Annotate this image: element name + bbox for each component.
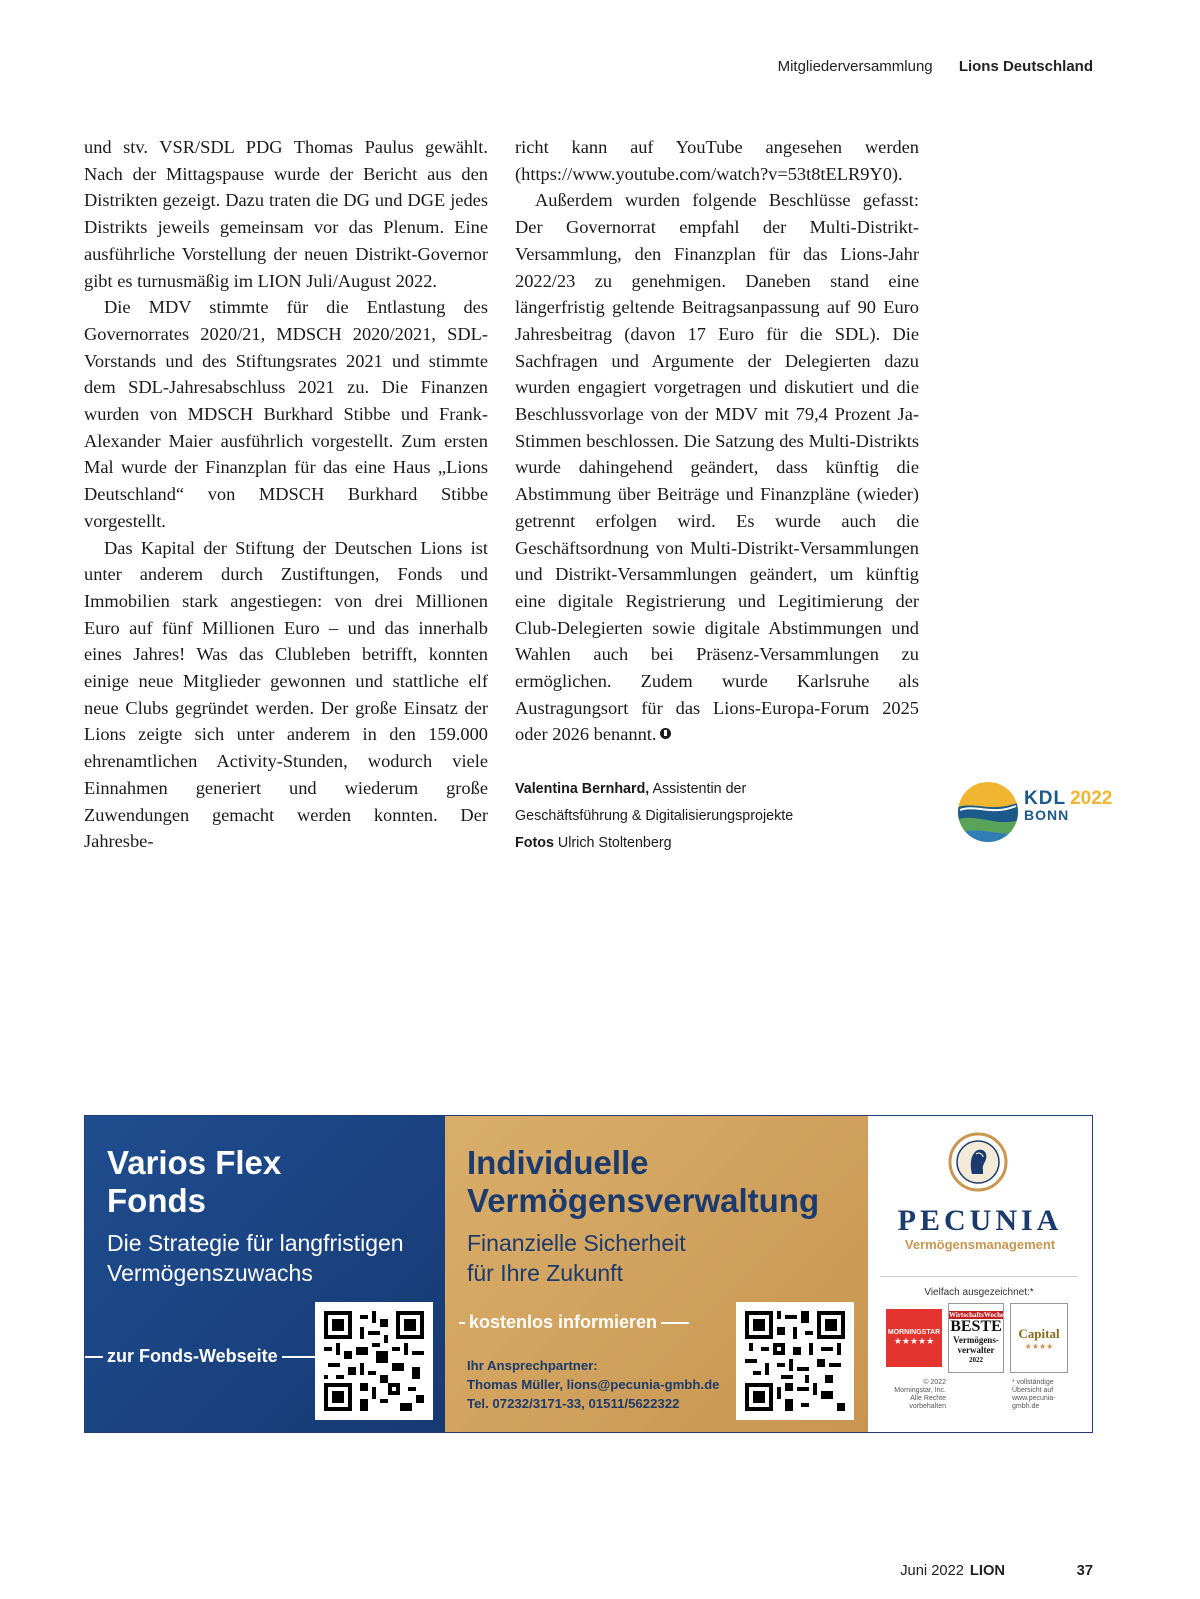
service-title-line: Individuelle bbox=[467, 1144, 649, 1181]
wiwo-line: Vermögens- bbox=[953, 1335, 999, 1345]
dash-decoration bbox=[85, 1356, 103, 1358]
fund-subtitle-line: Die Strategie für langfristigen bbox=[107, 1230, 404, 1256]
running-header bbox=[778, 58, 1093, 75]
service-subtitle-line: Finanzielle Sicherheit bbox=[467, 1230, 686, 1256]
kdl-city: BONN bbox=[1024, 807, 1070, 823]
wiwo-year: 2022 bbox=[969, 1356, 983, 1364]
contact-info bbox=[467, 1356, 719, 1413]
service-link-label: kostenlos informieren bbox=[469, 1312, 658, 1332]
service-title-line: Vermögensverwaltung bbox=[467, 1182, 820, 1219]
qr-code-icon bbox=[745, 1311, 845, 1411]
kdl-logo bbox=[956, 780, 1126, 844]
morningstar-stars: ★★★★★ bbox=[893, 1336, 935, 1346]
kdl-word: KDL bbox=[1024, 788, 1067, 809]
fund-subtitle-line: Vermögenszuwachs bbox=[107, 1260, 313, 1286]
paragraph: richt kann auf YouTube angesehen werden (https://www.youtube.com/watch?v=53t8tELR9Y0). bbox=[515, 137, 919, 184]
contact-phone[interactable]: Tel. 07232/3171-33, 01511/5622322 bbox=[467, 1396, 680, 1411]
author-role: Assistentin der Geschäftsführung & Digitalisierungsprojekte bbox=[515, 781, 794, 824]
capital-badge bbox=[1010, 1303, 1068, 1373]
ad-fund-panel bbox=[85, 1116, 445, 1432]
kdl-wave-icon bbox=[956, 780, 1020, 844]
morningstar-note: © 2022 Morningstar, Inc. Alle Rechte vorbehalten bbox=[894, 1379, 946, 1410]
header-section: Mitgliederversammlung bbox=[777, 58, 933, 75]
service-qr-code[interactable] bbox=[736, 1302, 854, 1420]
author-credit bbox=[515, 776, 845, 830]
dash-decoration bbox=[661, 1322, 689, 1324]
wiwo-badge bbox=[948, 1303, 1004, 1373]
service-title bbox=[467, 1144, 819, 1220]
awards-section bbox=[880, 1276, 1078, 1421]
morningstar-badge bbox=[886, 1309, 942, 1367]
fund-subtitle bbox=[107, 1228, 437, 1288]
qr-code-icon bbox=[324, 1311, 424, 1411]
issue-date: Juni 2022 bbox=[900, 1563, 964, 1579]
service-info-link[interactable] bbox=[459, 1312, 689, 1333]
paragraph: Die MDV stimmte für die Entlastung des Governorrates 2020/21, MDSCH 2020/2021, SDL-Vorstands und des Stiftungsrates 2021 und stimmte dem SDL-Jahresabschluss 2021 zu. Die Finanzen wurden von MDSCH Burkhard Stibbe und Frank-Alexander Maier ausführlich vorgestellt. Zum ersten Mal wurde der Finanzplan für das eine Haus „Lions Deutschland“ von MDSCH Burkhard Stibbe vorgestellt. bbox=[84, 297, 488, 531]
awards-title: Vielfach ausgezeichnet:* bbox=[924, 1287, 1034, 1298]
pecunia-wordmark: PECUNIA bbox=[897, 1204, 1063, 1237]
photos-label: Fotos bbox=[515, 835, 554, 851]
fund-qr-code[interactable] bbox=[315, 1302, 433, 1420]
paragraph: und stv. VSR/SDL PDG Thomas Paulus gewählt. Nach der Mittagspause wurde der Bericht aus den Distrikten gezeigt. Dazu traten die DG und DGE jedes Distrikts jeweils gemeinsam vor das Plenum. Eine ausführliche Vorstellung der neuen Distrikt-Governor gibt es turnusmäßig im LION Juli/August 2022. bbox=[84, 137, 488, 291]
contact-label: Ihr Ansprechpartner: bbox=[467, 1358, 598, 1373]
paragraph-text: Außerdem wurden folgende Beschlüsse gefasst: Der Governorrat empfahl der Multi-Distrikt-Versammlung, den Finanzplan für das Lions-Jahr 2022/23 zu genehmigen. Daneben stand eine längerfristig geltende Beitragsanpassung auf 90 Euro Jahresbeitrag (davon 17 Euro für die SDL). Die Sachfragen und Argumente der Delegierten dazu wurden engagiert vorgetragen und diskutiert und die Beschlussvorlage von der MDV mit 79,4 Prozent Ja-Stimmen beschlossen. Die Satzung des Multi-Distrikts wurde dahingehend geändert, dass künftig die Abstimmung über Beiträge und Finanzpläne (wieder) getrennt erfolgen wird. Es wurde auch die Geschäftsordnung von Multi-Distrikt-Versammlungen und Distrikt-Versammlungen geändert, um künftig eine digitale Registrierung und Legitimierung der Club-Delegierten sowie digitale Abstimmungen und Wahlen auch bei Präsenz-Versammlungen zu ermöglichen. Zudem wurde Karlsruhe als Austragungsort für das Lions-Europa-Forum 2025 oder 2026 benannt. bbox=[515, 190, 919, 745]
fund-link-label: zur Fonds-Webseite bbox=[107, 1346, 278, 1366]
wiwo-head: WirtschaftsWoche bbox=[949, 1311, 1005, 1319]
service-subtitle-line: für Ihre Zukunft bbox=[467, 1260, 623, 1286]
ad-service-panel bbox=[445, 1116, 868, 1432]
lions-end-icon bbox=[660, 728, 671, 739]
photo-credit bbox=[515, 830, 845, 857]
dash-decoration bbox=[459, 1322, 465, 1324]
magazine-name: LION bbox=[969, 1563, 1005, 1579]
issue-info bbox=[900, 1563, 1005, 1579]
article-credits bbox=[515, 776, 845, 857]
header-brand: Lions Deutschland bbox=[958, 58, 1093, 75]
capital-stars: ★★★★ bbox=[1024, 1341, 1054, 1351]
pecunia-coin-icon bbox=[948, 1132, 1008, 1192]
article-column-right bbox=[515, 134, 919, 748]
awards-note: * vollständige Übersicht auf www.pecunia-gmbh.de bbox=[1012, 1379, 1056, 1410]
author-name: Valentina Bernhard, bbox=[515, 781, 650, 797]
service-subtitle bbox=[467, 1228, 686, 1288]
contact-name-email[interactable]: Thomas Müller, lions@pecunia-gmbh.de bbox=[467, 1377, 720, 1392]
fund-title bbox=[107, 1144, 281, 1220]
paragraph: Das Kapital der Stiftung der Deutschen Lions ist unter anderem durch Zustiftungen, Fonds und Immobilien stark angestiegen: von drei Millionen Euro auf fünf Millionen Euro – und das innerhalb eines Jahres! Was das Clubleben betrifft, konnten einige neue Mitglieder gewonnen und stattliche elf neue Clubs gegründet werden. Der große Einsatz der Lions zeigte sich unter anderem in den 159.000 ehrenamtlichen Activity-Stunden, wodurch viele Einnahmen generiert und wiederum große Zuwendungen gemacht werden konnten. Der Jahresbe- bbox=[84, 537, 488, 852]
paragraph-last bbox=[515, 187, 919, 748]
kdl-wordmark bbox=[1024, 788, 1112, 823]
fund-website-link[interactable] bbox=[85, 1346, 322, 1367]
kdl-year: 2022 bbox=[1070, 788, 1113, 809]
wiwo-line: verwalter bbox=[957, 1345, 995, 1355]
article-column-left bbox=[84, 134, 488, 855]
fund-title-line: Varios Flex bbox=[107, 1144, 282, 1181]
pecunia-subtitle: Vermögensmanagement bbox=[904, 1237, 1056, 1252]
pecunia-advertisement bbox=[84, 1115, 1093, 1433]
wiwo-line: BESTE bbox=[950, 1318, 1002, 1335]
capital-head: Capital bbox=[1018, 1325, 1060, 1341]
page-number: 37 bbox=[1076, 1563, 1093, 1579]
morningstar-label: MORNINGSTAR bbox=[887, 1329, 941, 1336]
fund-title-line: Fonds bbox=[107, 1182, 206, 1219]
photographer-name: Ulrich Stoltenberg bbox=[557, 835, 672, 851]
ad-brand-panel bbox=[868, 1116, 1092, 1432]
